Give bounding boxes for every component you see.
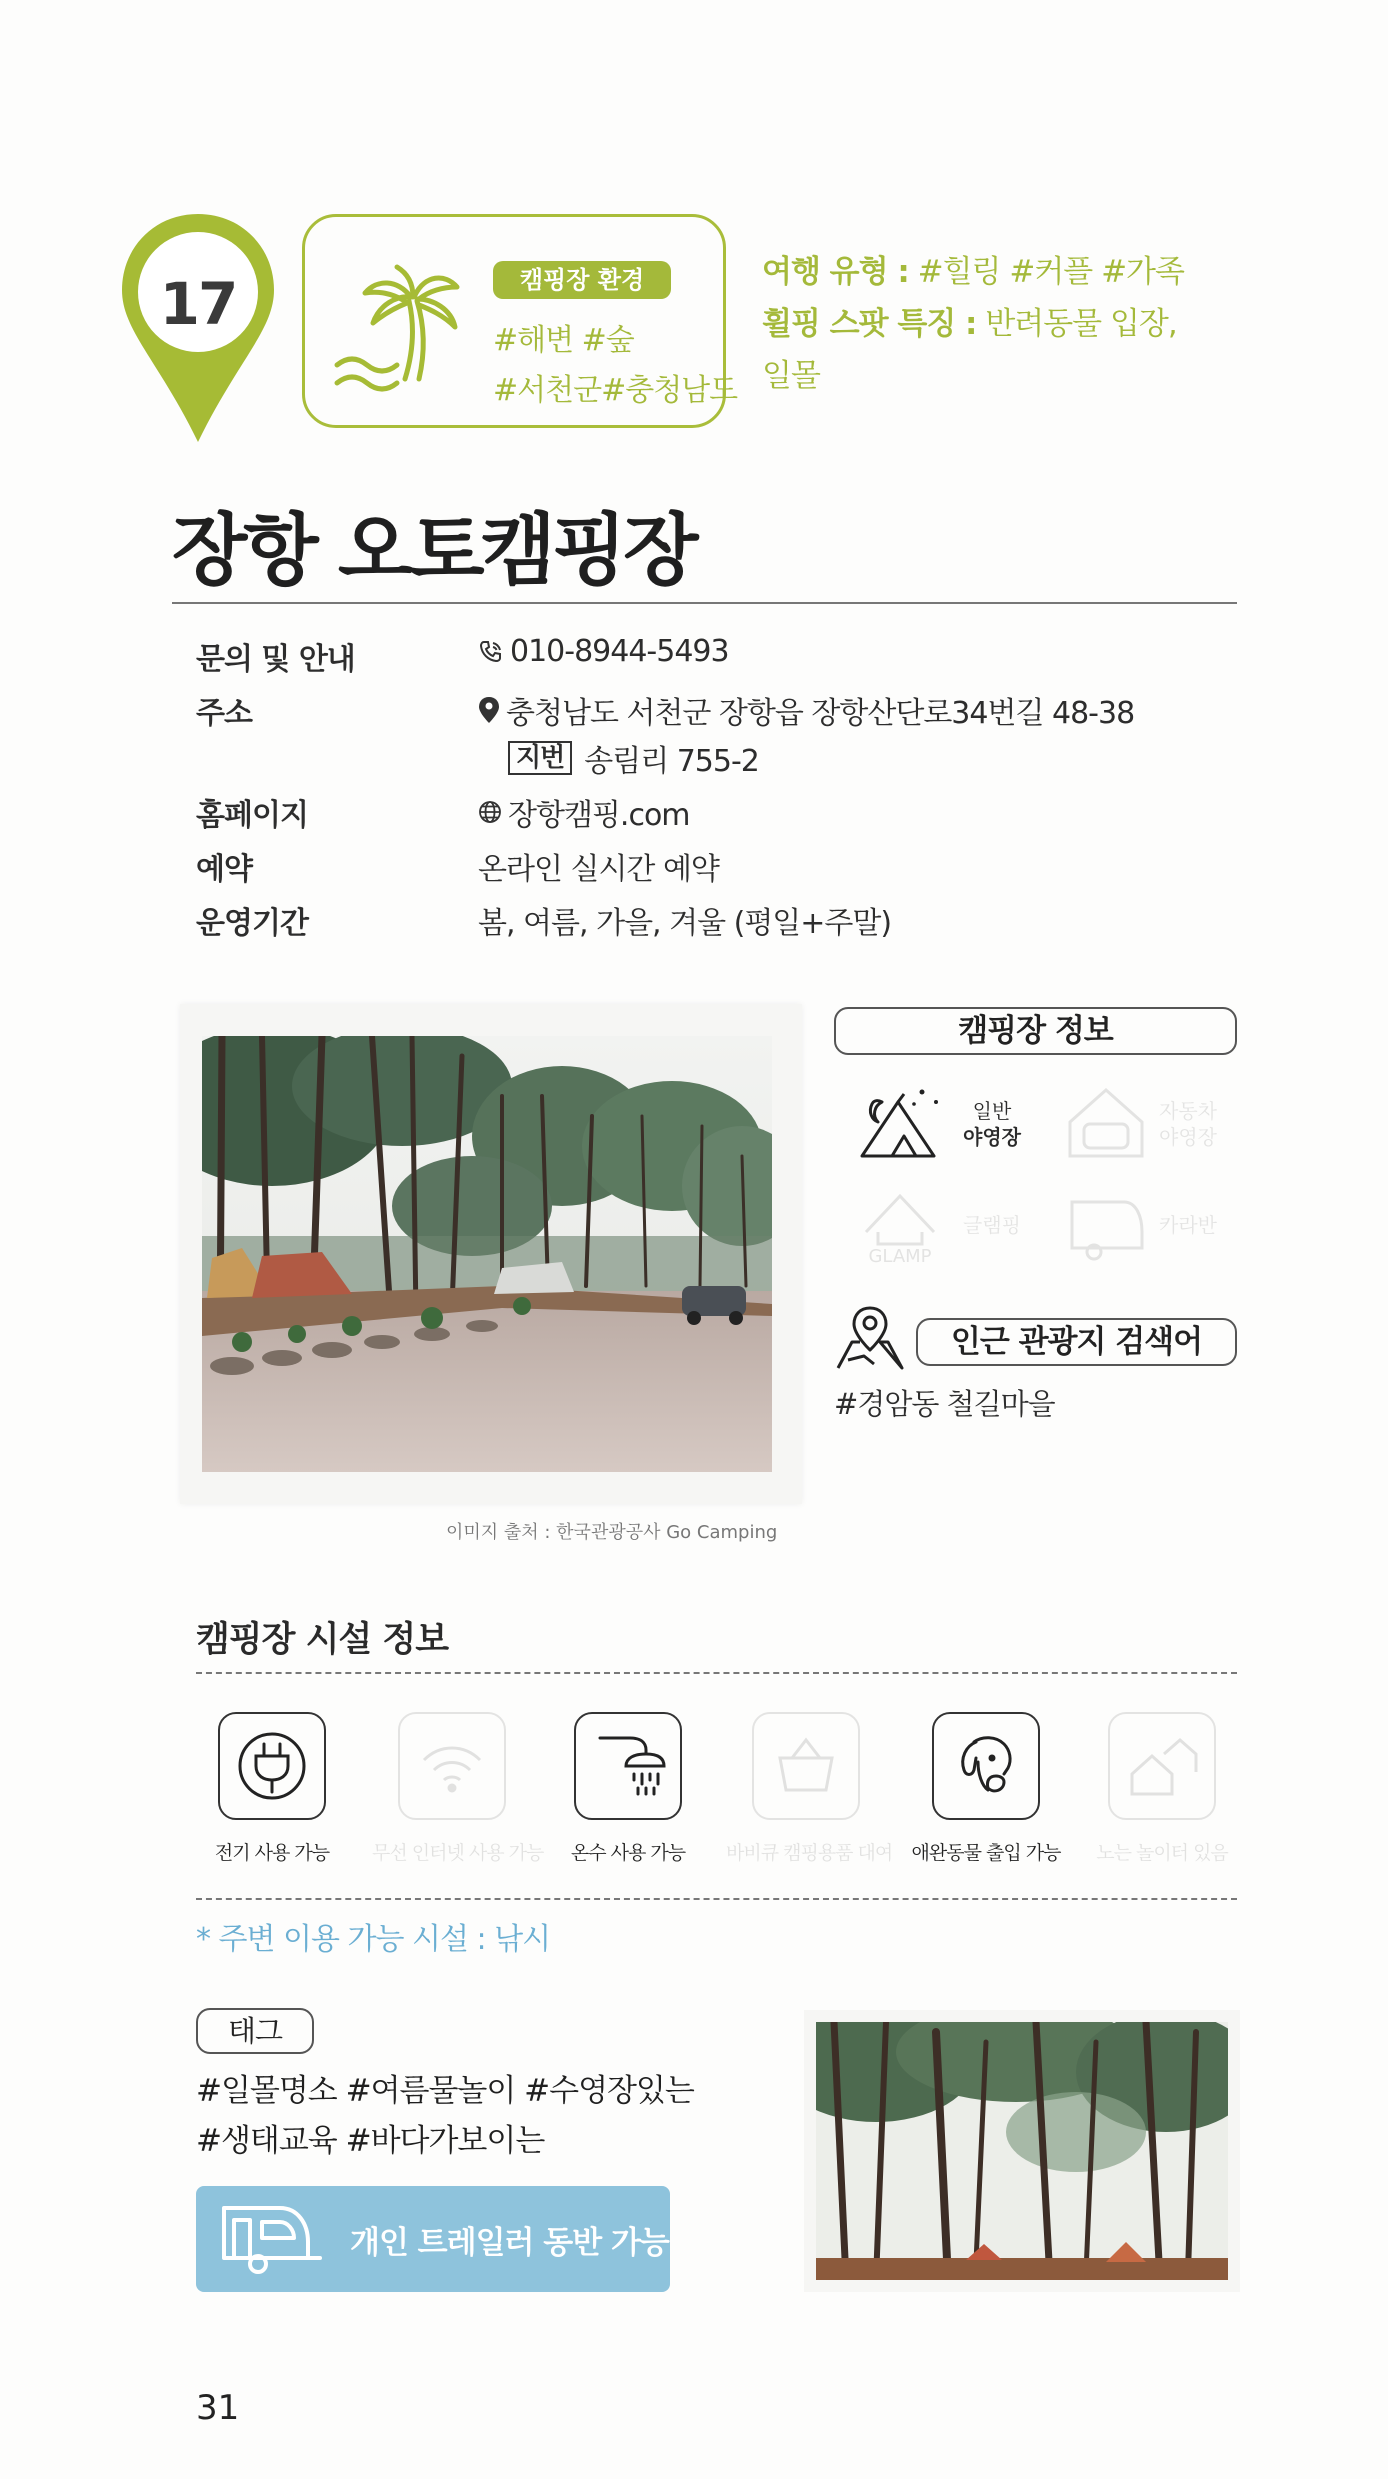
travel-type-label: 여행 유형 : [762,254,909,290]
tags-line1: #일몰명소 #여름물놀이 #수영장있는 [196,2073,694,2109]
spot-feature-value2: 일몰 [762,358,820,394]
forest-photo [816,2022,1228,2280]
facilities-divider-bottom [196,1898,1237,1900]
basket-icon [768,1728,844,1804]
period-value: 봄, 여름, 가을, 겨울 (평일+주말) [478,906,892,941]
nearby-search-title: 인근 관광지 검색어 [916,1318,1237,1366]
inquiry-label: 문의 및 안내 [196,642,355,677]
camp-type-caravan: 카라반 [1159,1213,1217,1237]
environment-tags-line1: #해변 #숲 [493,323,634,358]
address-text: 충청남도 서천군 장항읍 장항산단로34번길 48-38 [506,696,1135,731]
facility-electricity: 전기 사용 가능 [192,1712,352,1865]
facility-bbq: 바비큐 캠핑용품 대여 [726,1712,886,1865]
travel-type-value: #힐링 #커플 #가족 [917,254,1184,290]
trailer-icon [218,2200,324,2278]
nearby-facilities-note: * 주변 이용 가능 시설 : 낚시 [196,1922,551,1957]
shower-icon [590,1728,666,1804]
tags-title: 태그 [196,2008,314,2054]
phone-icon [478,639,504,665]
tags-line2: #생태교육 #바다가보이는 [196,2123,545,2159]
camp-type-grid [852,1082,1242,1282]
plug-icon [234,1728,310,1804]
wifi-icon [414,1728,490,1804]
jibun-text: 송림리 755-2 [584,744,759,779]
environment-box [302,214,738,428]
phone-number[interactable]: 010-8944-5493 [510,634,729,669]
glamping-icon [852,1182,948,1266]
reservation-label: 예약 [196,852,252,887]
tags-list [196,2066,694,2166]
camp-type-glamping: 글램핑 [963,1213,1021,1237]
facilities-title: 캠핑장 시설 정보 [196,1620,449,1660]
homepage-label: 홈페이지 [196,798,308,833]
travel-info [762,246,1202,402]
homepage-link[interactable]: 장항캠핑.com [508,798,690,833]
address-label: 주소 [196,696,252,731]
environment-tags-line2: #서천군#충청남도 [493,373,738,408]
car-camp-icon [1064,1082,1148,1162]
reservation-value: 온라인 실시간 예약 [478,852,719,887]
house-icon [1124,1728,1200,1804]
globe-icon [478,800,502,824]
camp-number: 17 [159,270,237,338]
forest-photo-frame [804,2010,1240,2292]
map-location-icon [834,1302,906,1374]
trailer-badge [196,2186,670,2292]
title-divider [172,602,1237,604]
page-title: 장항 오토캠핑장 [172,506,695,596]
environment-badge: 캠핑장 환경 [493,261,671,299]
page-number: 31 [196,2388,240,2428]
campsite-photo [202,1036,772,1472]
photo-caption: 이미지 출처 : 한국관광공사 Go Camping [446,1522,778,1543]
nearby-search-tag[interactable]: #경암동 철길마을 [834,1387,1055,1421]
tent-icon [852,1082,948,1162]
jibun-badge: 지번 [508,741,572,775]
spot-feature-label: 휠핑 스팟 특징 : [762,306,977,342]
facilities-divider-top [196,1672,1237,1674]
location-icon [478,696,500,724]
facility-pets: 애완동물 출입 가능 [906,1712,1066,1865]
location-pin-badge [118,210,278,445]
period-label: 운영기간 [196,906,308,941]
caravan-icon [1064,1192,1148,1262]
svg-text:GLAMP: GLAMP [868,1246,932,1266]
camp-info-title: 캠핑장 정보 [834,1007,1237,1055]
camp-type-general: 일반 야영장 [963,1099,1021,1149]
palm-tree-icon [327,257,477,397]
facility-playground: 노는 놀이터 있음 [1082,1712,1242,1865]
spot-feature-value: 반려동물 입장, [985,306,1177,342]
campsite-photo-frame [180,1004,802,1504]
dog-icon [948,1728,1024,1804]
facility-wifi: 무선 인터넷 사용 가능 [372,1712,532,1865]
camp-type-auto: 자동차 야영장 [1159,1099,1217,1149]
trailer-label: 개인 트레일러 동반 가능 [350,2224,669,2261]
facility-hot-water: 온수 사용 가능 [548,1712,708,1865]
